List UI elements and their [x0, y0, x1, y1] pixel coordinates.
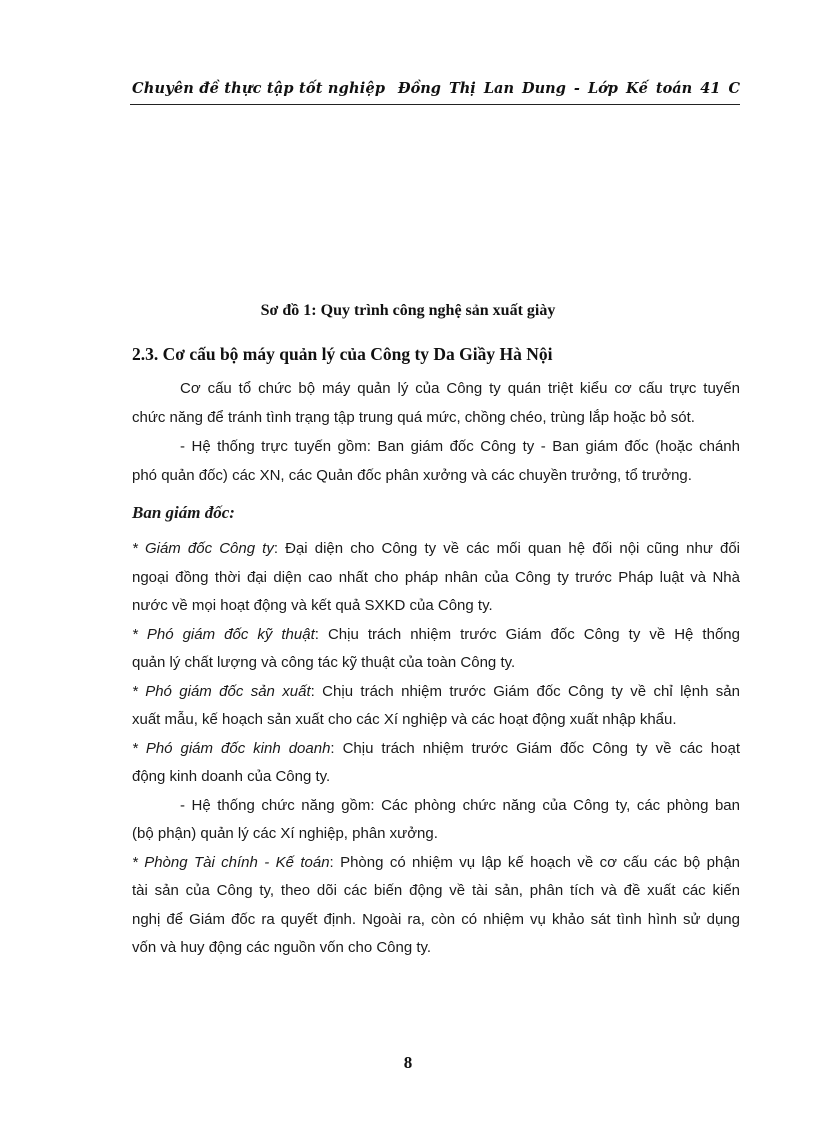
- pgd-ky-thuat-text: : Chịu trách nhiệm trước Giám đốc Công ty về Hệ thống: [314, 626, 740, 643]
- phong-tckt-line: [132, 854, 740, 871]
- pgd-san-xuat-line: xuất mẫu, kế hoạch sản xuất cho các Xí nghiệp và các hoạt động xuất nhập khẩu.: [132, 711, 677, 728]
- section-heading: 2.3. Cơ cấu bộ máy quản lý của Công ty Da Giầy Hà Nội: [132, 344, 553, 364]
- giam-doc-line: ngoại đồng thời đại diện cao nhất cho pháp nhân của Công ty trước Pháp luật và Nhà: [132, 569, 740, 586]
- phong-tckt-line: nghị để Giám đốc ra quyết định. Ngoài ra, còn có nhiệm vụ khảo sát tình hình sử dụng: [132, 911, 740, 928]
- intro-line: - Hệ thống trực tuyến gồm: Ban giám đốc Công ty - Ban giám đốc (hoặc chánh: [180, 438, 740, 455]
- phong-tckt-label: * Phòng Tài chính - Kế toán: [132, 854, 330, 871]
- he-thong-chuc-nang-line: - Hệ thống chức năng gồm: Các phòng chức năng của Công ty, các phòng ban: [180, 797, 740, 814]
- pgd-san-xuat-label: * Phó giám đốc sản xuất: [132, 683, 311, 700]
- phong-tckt-text: : Phòng có nhiệm vụ lập kế hoạch về cơ cấu các bộ phận: [329, 854, 740, 871]
- figure-caption: Sơ đồ 1: Quy trình công nghệ sản xuất giày: [260, 302, 556, 319]
- page-header: [130, 78, 740, 105]
- pgd-ky-thuat-line: quản lý chất lượng và công tác kỹ thuật của toàn Công ty.: [132, 654, 516, 671]
- phong-tckt-line: vốn và huy động các nguồn vốn cho Công ty.: [132, 939, 432, 956]
- pgd-san-xuat-text: : Chịu trách nhiệm trước Giám đốc Công ty về chỉ lệnh sản: [310, 683, 740, 700]
- header-right-text: Đồng Thị Lan Dung - Lớp Kế toán 41 C: [397, 80, 740, 97]
- pgd-kinh-doanh-line: [132, 740, 740, 757]
- header-left-text: Chuyên đề thực tập tốt nghiệp: [132, 80, 386, 97]
- pgd-kinh-doanh-label: * Phó giám đốc kinh doanh: [132, 740, 331, 757]
- giam-doc-line: [132, 540, 740, 557]
- intro-line: phó quản đốc) các XN, các Quản đốc phân xưởng và các chuyền trưởng, tổ trưởng.: [132, 467, 692, 484]
- he-thong-chuc-nang-line: (bộ phận) quản lý các Xí nghiệp, phân xưởng.: [132, 825, 438, 842]
- giam-doc-text: : Đại diện cho Công ty về các mối quan hệ đối nội cũng như đối: [273, 540, 740, 557]
- ban-giam-doc-heading: Ban giám đốc:: [132, 503, 235, 522]
- giam-doc-line: nước về mọi hoạt động và kết quả SXKD của Công ty.: [132, 597, 493, 614]
- pgd-kinh-doanh-text: : Chịu trách nhiệm trước Giám đốc Công ty về các hoạt: [330, 740, 740, 757]
- pgd-kinh-doanh-line: động kinh doanh của Công ty.: [132, 768, 331, 785]
- giam-doc-label: * Giám đốc Công ty: [132, 540, 274, 557]
- intro-line: chức năng để tránh tình trạng tập trung quá mức, chồng chéo, trùng lắp hoặc bỏ sót.: [132, 409, 695, 426]
- pgd-ky-thuat-label: * Phó giám đốc kỹ thuật: [132, 626, 315, 643]
- page-number: 8: [403, 1053, 413, 1072]
- pgd-san-xuat-line: [132, 683, 740, 700]
- phong-tckt-line: tài sản của Công ty, theo dõi các biến động về tài sản, phân tích và đề xuất các kiến: [132, 882, 740, 899]
- pgd-ky-thuat-line: [132, 626, 740, 643]
- intro-line: Cơ cấu tổ chức bộ máy quản lý của Công ty quán triệt kiểu cơ cấu trực tuyến: [180, 380, 740, 397]
